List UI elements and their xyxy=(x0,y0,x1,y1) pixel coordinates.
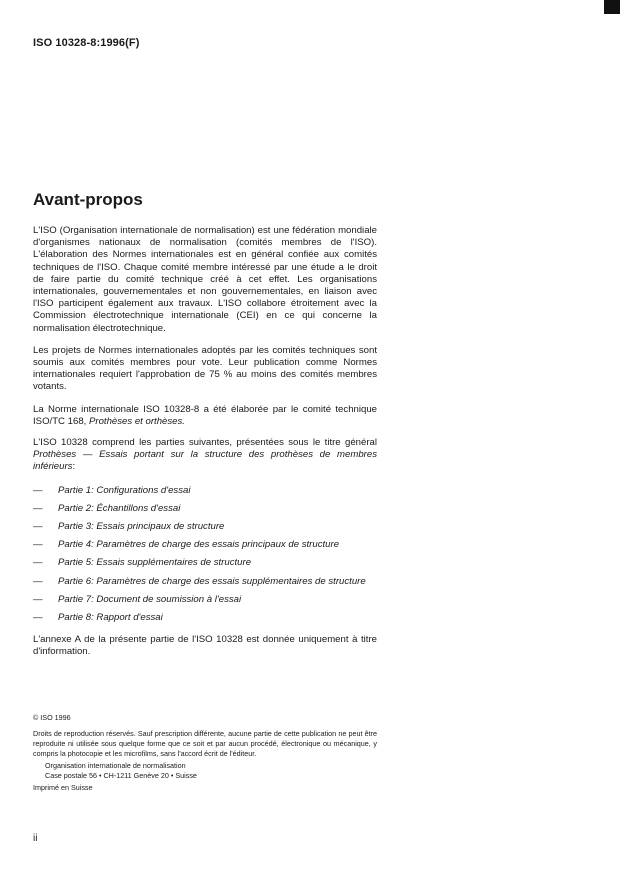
parts-intro-text: L'ISO 10328 comprend les parties suivantes, présentées sous le titre général xyxy=(33,437,377,449)
committee-title: Prothèses et orthèses. xyxy=(88,415,185,427)
copyright-block xyxy=(33,713,377,793)
list-item xyxy=(33,539,377,551)
standard-id: ISO 10328-8:1996(F) xyxy=(33,37,140,49)
list-item xyxy=(33,594,377,606)
list-item xyxy=(33,557,377,569)
page-number: ii xyxy=(33,833,38,844)
part-title: Partie 3: Essais principaux de structure xyxy=(58,521,225,533)
list-item xyxy=(33,485,377,497)
org-address: Case postale 56 • CH-1211 Genève 20 • Suisse xyxy=(45,771,197,780)
paragraph-iso-intro: L'ISO (Organisation internationale de normalisation) est une fédération mondiale d'organismes nationaux de normalisation (comités membres de l'ISO). L'élaboration des Normes internationales est en général confiée aux comités techniques de l'ISO. Chaque comité membre intéressé par une étude a le droit de faire partie du comité technique créé à cet effet. Les organisations internationales, gouvernementales et non gouvernementales, en liaison avec l'ISO participent également aux travaux. L'ISO collabore étroitement avec la Commission électrotechnique internationale (CEI) en ce qui concerne la normalisation électrotechnique. xyxy=(33,225,377,334)
part-title: Partie 5: Essais supplémentaires de structure xyxy=(58,557,252,569)
foreword-body xyxy=(33,225,377,669)
list-dash: — xyxy=(33,502,43,514)
printed-in: Imprimé en Suisse xyxy=(33,783,93,792)
general-title: Prothèses — Essais portant sur la structure des prothèses de membres inférieurs xyxy=(33,449,377,473)
part-title: Partie 7: Document de soumission à l'essai xyxy=(58,593,242,605)
part-title: Partie 4: Paramètres de charge des essais principaux de structure xyxy=(58,539,340,551)
list-dash: — xyxy=(33,539,43,551)
paragraph-voting: Les projets de Normes internationales adoptés par les comités techniques sont soumis aux comités membres pour vote. Leur publication comme Normes internationales requiert l'approbation de 75 % au moins des comités membres votants. xyxy=(33,344,377,393)
list-dash: — xyxy=(33,484,43,496)
paragraph-annex: L'annexe A de la présente partie de l'ISO 10328 est donnée uniquement à titre d'information. xyxy=(33,634,377,658)
paragraph-committee xyxy=(33,404,377,428)
list-item xyxy=(33,612,377,624)
rights-notice: Droits de reproduction réservés. Sauf prescription différente, aucune partie de cette publication ne peut être reproduite ni utilisée sous quelque forme que ce soit et par aucun procédé, électronique ou mécanique, y compris la photocopie et les microfilms, sans l'accord écrit de l'éditeur. xyxy=(33,729,377,758)
part-title: Partie 6: Paramètres de charge des essais supplémentaires de structure xyxy=(58,575,366,587)
corner-scan-mark xyxy=(604,0,620,14)
copyright-line: © ISO 1996 xyxy=(33,713,71,722)
part-title: Partie 2: Échantillons d'essai xyxy=(58,502,181,514)
list-dash: — xyxy=(33,521,43,533)
paragraph-parts-intro xyxy=(33,437,377,474)
committee-text: La Norme internationale ISO 10328-8 a été élaborée par le comité technique ISO/TC 168, xyxy=(33,403,377,427)
org-name: Organisation internationale de normalisation xyxy=(45,761,186,770)
list-dash: — xyxy=(33,612,43,624)
list-dash: — xyxy=(33,593,43,605)
list-item xyxy=(33,576,377,588)
part-title: Partie 8: Rapport d'essai xyxy=(58,612,163,624)
list-dash: — xyxy=(33,557,43,569)
parts-intro-end: : xyxy=(72,461,76,473)
list-item xyxy=(33,503,377,515)
parts-list xyxy=(33,485,377,625)
list-dash: — xyxy=(33,575,43,587)
part-title: Partie 1: Configurations d'essai xyxy=(58,484,191,496)
page-title: Avant-propos xyxy=(33,190,143,209)
list-item xyxy=(33,521,377,533)
